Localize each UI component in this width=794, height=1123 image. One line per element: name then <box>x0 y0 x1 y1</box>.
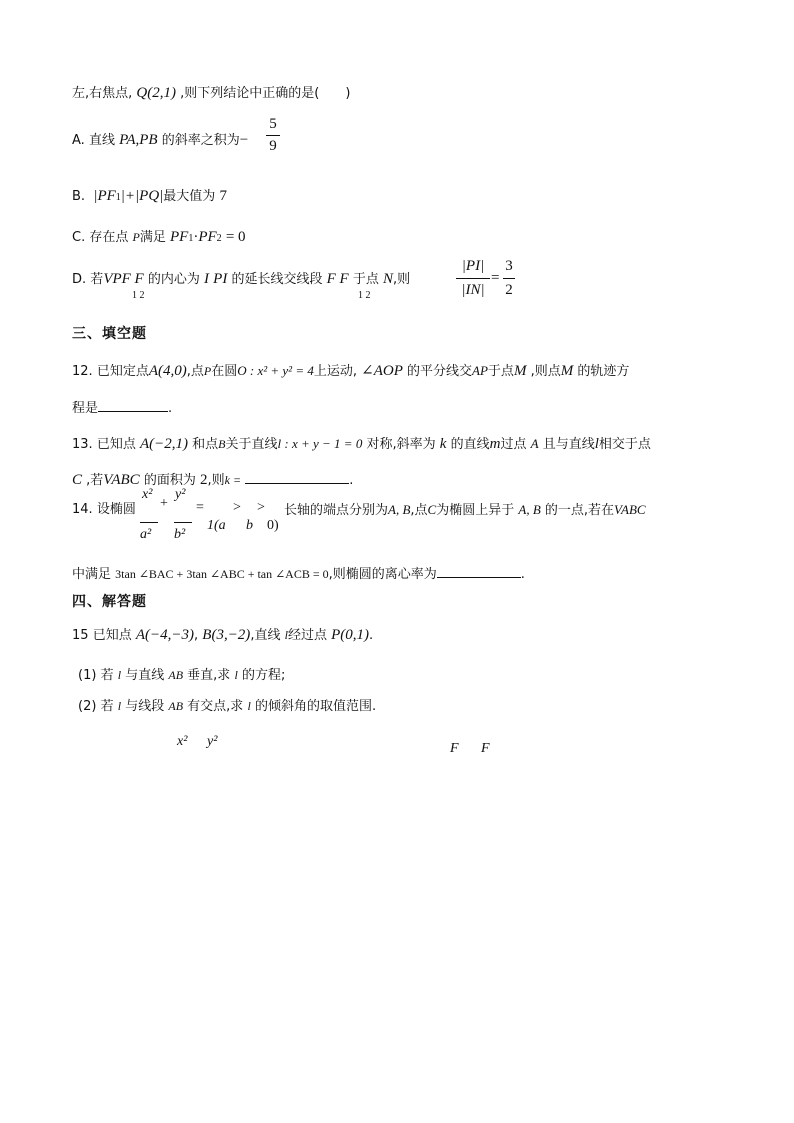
option-c-pre: 存在点 <box>89 230 129 245</box>
option-d-mid2: 的延长线交线段 <box>231 272 323 287</box>
answer-blank[interactable] <box>245 470 349 484</box>
section-title-solve: 四、解答题 <box>72 594 147 610</box>
ellipse-gt2: > <box>257 500 265 515</box>
option-b-value: 7 <box>219 188 227 204</box>
q13-t5: 的直线 <box>450 437 490 452</box>
q15-sub1-t2: 垂直,求 <box>187 668 231 683</box>
question-14-line1-tail <box>284 501 646 520</box>
q15-t3: ,直线 <box>250 628 281 643</box>
q12-t1: 已知定点 <box>96 364 149 379</box>
fraction-numerator: 5 <box>269 116 277 132</box>
q14-t5: 的一点,若在 <box>544 503 615 518</box>
question-number: 14. <box>72 502 93 517</box>
q12-t7: ,则点 <box>530 364 561 379</box>
option-c-mid: 满足 <box>139 230 166 245</box>
part-label: (2) <box>78 699 97 714</box>
point-c: C <box>72 472 83 488</box>
q13-t8: 相交于点 <box>598 437 651 452</box>
question-15-part-2 <box>78 697 376 716</box>
question-14-line1 <box>72 501 136 519</box>
q15-sub1-t1: 与直线 <box>125 668 165 683</box>
question-12-line1 <box>72 362 629 381</box>
option-d-pre: 若 <box>90 272 104 287</box>
fraction-bar <box>503 278 515 279</box>
option-a-fraction <box>266 116 280 155</box>
ellipse-gt1: > <box>233 500 241 515</box>
option-d-triangle: VPF F <box>103 271 144 287</box>
q15-sub2-t3: 的倾斜角的取值范围. <box>254 699 377 714</box>
q15-sub2-t1: 与线段 <box>125 699 165 714</box>
q15-sub1-pre: 若 <box>100 668 114 683</box>
q15-t2: , <box>194 628 199 643</box>
q12-line2: 程是 <box>72 401 99 416</box>
question-number: 15 <box>72 628 89 643</box>
q12-t6: 于点 <box>487 364 514 379</box>
q13-t6: 过点 <box>500 437 527 452</box>
stray-f2: F <box>481 741 490 756</box>
line-l-2: l <box>234 668 238 682</box>
part-label: (1) <box>78 668 97 683</box>
point-p: P(0,1) <box>331 627 369 643</box>
option-d-sub12b: 1 2 <box>358 290 371 301</box>
triangle-abc: VABC <box>614 502 646 517</box>
area-value: 2 <box>199 472 208 488</box>
angle-aop: ∠AOP <box>361 363 403 379</box>
option-d-mid3: 于点 <box>352 272 379 287</box>
stray-x2: x² <box>177 734 188 749</box>
q13-line2t2: 的面积为 <box>143 473 196 488</box>
question-13-line2 <box>72 470 353 490</box>
fraction-denominator: |IN| <box>461 282 485 298</box>
ellipse-plus: + <box>160 496 168 511</box>
answer-blank[interactable] <box>437 564 521 578</box>
option-c-expr1: PF <box>170 229 189 245</box>
option-a-pre: 直线 <box>88 133 115 148</box>
q15-sub2-t2: 有交点,求 <box>187 699 244 714</box>
ellipse-y2: y² <box>175 487 186 502</box>
option-c-sub2: 2 <box>216 233 222 244</box>
question-13-line1 <box>72 435 651 454</box>
q13-line2t3: ,则 <box>207 473 225 488</box>
option-c-label: C. <box>72 230 86 245</box>
option-d-n: N <box>383 271 394 287</box>
fraction-bar <box>140 522 158 523</box>
q15-t1: 已知点 <box>92 628 132 643</box>
option-b-post: 最大值为 <box>163 189 216 204</box>
q15-sub1-t3: 的方程; <box>241 668 286 683</box>
option-c-dot: · <box>193 229 199 245</box>
option-c-eq: = 0 <box>225 229 246 245</box>
option-d-sub12: 1 2 <box>132 290 145 301</box>
option-d-i: I <box>204 271 210 287</box>
fraction-bar <box>266 135 280 136</box>
line-l-equation: l : x + y − 1 = 0 <box>277 436 363 451</box>
slope-k: k <box>439 436 447 452</box>
point-a: A(−2,1) <box>139 436 189 452</box>
q13-t2: 和点 <box>192 437 219 452</box>
fraction-bar <box>456 278 490 279</box>
question-number: 13. <box>72 437 93 452</box>
point-q: Q(2,1) <box>136 85 176 101</box>
ratio-numerator: 3 <box>505 258 513 274</box>
option-c-p: P <box>132 230 140 244</box>
q14-t1: 设椭圆 <box>96 502 136 517</box>
option-c <box>72 228 246 248</box>
q12-t4: 上运动, <box>313 364 357 379</box>
option-a-minus: − <box>239 132 249 148</box>
option-b <box>72 187 227 207</box>
question-15-part-1 <box>78 666 285 685</box>
points-ab: A, B <box>388 502 411 517</box>
line-m: m <box>489 436 501 452</box>
point-p: P <box>203 364 212 378</box>
k-equals: k = <box>224 473 242 487</box>
segment-ap: AP <box>472 363 488 378</box>
q13-t1: 已知点 <box>96 437 136 452</box>
points-ab-2: A, B <box>518 502 541 517</box>
option-d-eq: = <box>491 270 500 286</box>
option-c-expr2: PF <box>198 229 217 245</box>
q12-t2: ,点 <box>186 364 204 379</box>
q14-t2: 长轴的端点分别为 <box>284 503 389 518</box>
stem-text: 左,右焦点, <box>72 86 133 101</box>
question-number: 12. <box>72 364 93 379</box>
option-d-mid4: ,则 <box>393 272 411 287</box>
option-a-post: 的斜率之积为 <box>161 133 240 148</box>
stray-f1: F <box>450 741 459 756</box>
segment-ab: AB <box>168 699 184 713</box>
option-d-label: D. <box>72 272 87 287</box>
line-ab: AB <box>168 668 184 682</box>
ellipse-b: b <box>246 518 253 533</box>
ellipse-zero: 0) <box>267 518 279 533</box>
option-b-sub1: 1 <box>115 192 121 203</box>
point-a: A(−4,−3) <box>135 627 194 643</box>
ratio-denominator: 2 <box>505 282 513 298</box>
question-15-line1 <box>72 626 373 645</box>
line-l: l <box>117 699 122 713</box>
tan-equation: 3tan ∠BAC + 3tan ∠ABC + tan ∠ACB = 0 <box>115 567 329 581</box>
answer-blank[interactable] <box>98 398 168 412</box>
q14-end: . <box>520 567 525 582</box>
question-14-line2 <box>72 564 525 584</box>
ellipse-eq: = <box>196 500 204 515</box>
option-b-math1: |PF <box>93 188 116 204</box>
ellipse-one: 1(a <box>207 518 226 533</box>
q13-end: . <box>349 473 354 488</box>
option-b-label: B. <box>72 189 86 204</box>
option-d-ff: F F <box>326 271 349 287</box>
q14-line2: 中满足 <box>72 567 112 582</box>
point-a: A(4,0) <box>148 363 187 379</box>
option-b-math2: |+|PQ| <box>120 188 164 204</box>
point-m-2: M <box>560 363 574 379</box>
option-d-mid1: 的内心为 <box>147 272 200 287</box>
triangle-abc: VABC <box>103 472 140 488</box>
ellipse-a2: a² <box>140 527 152 542</box>
ellipse-b2: b² <box>174 527 186 542</box>
point-m: M <box>513 363 527 379</box>
option-d-ratio <box>503 258 515 299</box>
q15-end: . <box>369 628 374 643</box>
line-l: l <box>594 436 599 452</box>
question-11-stem-tail <box>72 84 350 103</box>
q13-t7: 且与直线 <box>542 437 595 452</box>
ellipse-x2: x² <box>142 487 153 502</box>
q12-t8: 的轨迹方 <box>577 364 630 379</box>
q14-t3: ,点 <box>410 503 428 518</box>
option-a-label: A. <box>72 133 85 148</box>
point-b: B <box>218 437 226 451</box>
stray-y2: y² <box>207 734 218 749</box>
option-d <box>72 270 410 289</box>
line-l-2: l <box>247 699 251 713</box>
fraction-bar <box>174 522 192 523</box>
fraction-numerator: |PI| <box>461 258 485 274</box>
section-title-fill-in: 三、填空题 <box>72 326 147 342</box>
q15-t4: 经过点 <box>287 628 327 643</box>
line-l: l <box>284 628 288 642</box>
q12-t5: 的平分线交 <box>407 364 473 379</box>
q13-t3: 关于直线 <box>225 437 278 452</box>
stem-tail-text: ,则下列结论中正确的是( ) <box>180 86 351 101</box>
line-l: l <box>117 668 122 682</box>
fraction-denominator: 9 <box>269 138 277 154</box>
point-c: C <box>427 502 437 517</box>
question-12-line2 <box>72 398 172 418</box>
option-a-math: PA,PB <box>119 132 158 148</box>
q13-line2t1: ,若 <box>86 473 104 488</box>
option-d-pi: PI <box>213 271 228 287</box>
option-c-sub1: 1 <box>188 233 194 244</box>
q14-t4: 为椭圆上异于 <box>436 503 515 518</box>
q13-t4: 对称,斜率为 <box>366 437 436 452</box>
q12-t3: 在圆 <box>211 364 238 379</box>
option-a <box>72 131 248 150</box>
point-a-2: A <box>530 436 539 451</box>
circle-equation: O : x² + y² = 4 <box>237 363 314 378</box>
point-b: B(3,−2) <box>202 627 251 643</box>
q14-t6: ,则椭圆的离心率为 <box>328 567 437 582</box>
option-d-fraction <box>456 258 490 299</box>
q12-end: . <box>168 401 173 416</box>
q15-sub2-pre: 若 <box>100 699 114 714</box>
